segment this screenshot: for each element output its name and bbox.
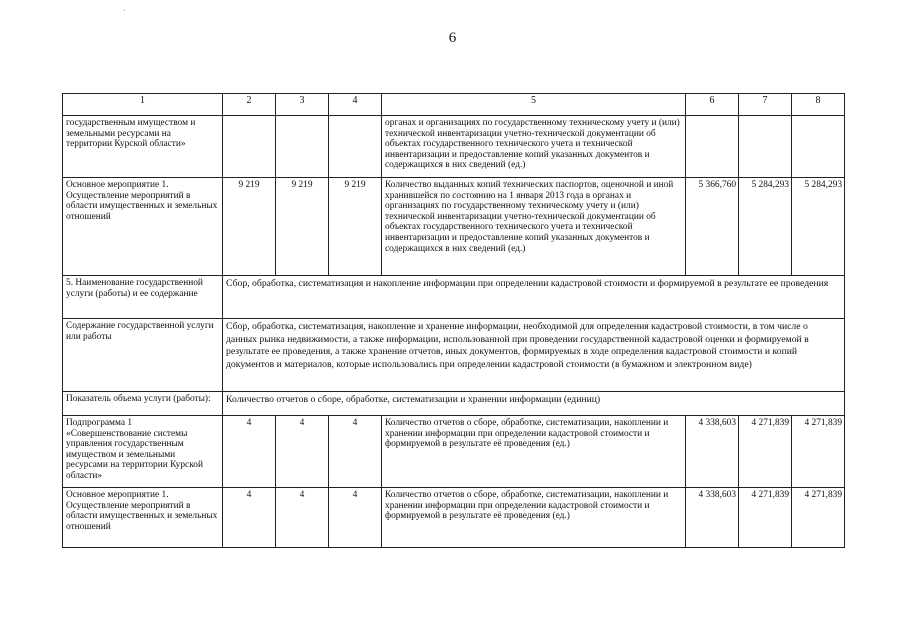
row-title: государственным имуществом и земельными ресурсами на территории Курской области» [63, 116, 223, 178]
table-cell: 9 219 [276, 178, 329, 276]
indicator-description: органах и организациях по государственному техническому учету и (или) технической инвентаризации учетно-технической документации об объектах государственного технического учета и технической инвентаризации и предоставление копий указанных документов и содержащихся в них сведений (ед.) [382, 116, 686, 178]
indicator-row [63, 392, 845, 416]
table-row [63, 416, 845, 488]
service-name-label: 5. Наименование государственной услуги (работы) и ее содержание [63, 276, 223, 319]
table-cell: 5 366,760 [686, 178, 739, 276]
table-row [63, 116, 845, 178]
row-title: Основное мероприятие 1. Осуществление мероприятий в области имущественных и земельных отношений [63, 178, 223, 276]
table-cell [686, 116, 739, 178]
table-cell: 4 338,603 [686, 488, 739, 548]
column-header: 1 [63, 94, 223, 116]
table-cell [739, 116, 792, 178]
row-title: Подпрограмма 1 «Совершенствование системы управления государственным имуществом и земельными ресурсами на территории Курской области» [63, 416, 223, 488]
table-cell [329, 116, 382, 178]
table-cell: 4 [276, 416, 329, 488]
table-row [63, 178, 845, 276]
service-name-row [63, 276, 845, 319]
service-content-value: Сбор, обработка, систематизация, накопление и хранение информации, необходимой для определения кадастровой стоимости, в том числе о данных рынка недвижимости, а также информации, использованной при проведении государственной кадастровой оценки и формируемой в результате ее проведения, а также хранение отчетов, иных документов, формируемых в ходе определения кадастровой стоимости и копий документов и материалов, которые использовались при определении кадастровой стоимости (в бумажном и электронном виде) [223, 319, 845, 392]
indicator-label: Показатель объема услуги (работы): [63, 392, 223, 416]
table-cell: 5 284,293 [792, 178, 845, 276]
table-cell: 4 [329, 488, 382, 548]
table-cell: 4 271,839 [792, 416, 845, 488]
column-header: 4 [329, 94, 382, 116]
column-header: 7 [739, 94, 792, 116]
column-header: 6 [686, 94, 739, 116]
column-header: 3 [276, 94, 329, 116]
table-cell: 4 [223, 488, 276, 548]
column-header: 2 [223, 94, 276, 116]
table-cell: 4 [329, 416, 382, 488]
table-cell: 5 284,293 [739, 178, 792, 276]
column-header: 8 [792, 94, 845, 116]
indicator-value: Количество отчетов о сборе, обработке, систематизации и хранении информации (единиц) [223, 392, 845, 416]
table-cell: 4 271,839 [739, 488, 792, 548]
service-name-value: Сбор, обработка, систематизация и накопление информации при определении кадастровой стоимости и формируемой в результате ее проведения [223, 276, 845, 319]
table-cell: 4 338,603 [686, 416, 739, 488]
scan-mark: ` [123, 8, 126, 18]
table-cell: 9 219 [223, 178, 276, 276]
row-title: Основное мероприятие 1. Осуществление мероприятий в области имущественных и земельных отношений [63, 488, 223, 548]
table-cell [792, 116, 845, 178]
service-content-label: Содержание государственной услуги или работы [63, 319, 223, 392]
table-cell: 4 271,839 [739, 416, 792, 488]
table-cell: 4 271,839 [792, 488, 845, 548]
indicator-description: Количество отчетов о сборе, обработке, систематизации, накоплении и хранении информации при определении кадастровой стоимости и формируемой в результате её проведения (ед.) [382, 416, 686, 488]
table-cell: 4 [276, 488, 329, 548]
table-cell [276, 116, 329, 178]
page-number: 6 [448, 30, 457, 46]
indicator-description: Количество выданных копий технических паспортов, оценочной и иной хранившейся по состоянию на 1 января 2013 года в органах и организациях по государственному техническому учету и (или) технической инвентаризации учетно-технической документации об объектах государственного технического учета и технической инвентаризации и предоставление копий указанных документов и содержащихся в них сведений (ед.) [382, 178, 686, 276]
data-table [62, 93, 845, 548]
indicator-description: Количество отчетов о сборе, обработке, систематизации, накоплении и хранении информации при определении кадастровой стоимости и формируемой в результате её проведения (ед.) [382, 488, 686, 548]
table-row [63, 488, 845, 548]
column-header-row [63, 94, 845, 116]
service-content-row [63, 319, 845, 392]
column-header: 5 [382, 94, 686, 116]
table-cell: 4 [223, 416, 276, 488]
table-cell: 9 219 [329, 178, 382, 276]
table-cell [223, 116, 276, 178]
